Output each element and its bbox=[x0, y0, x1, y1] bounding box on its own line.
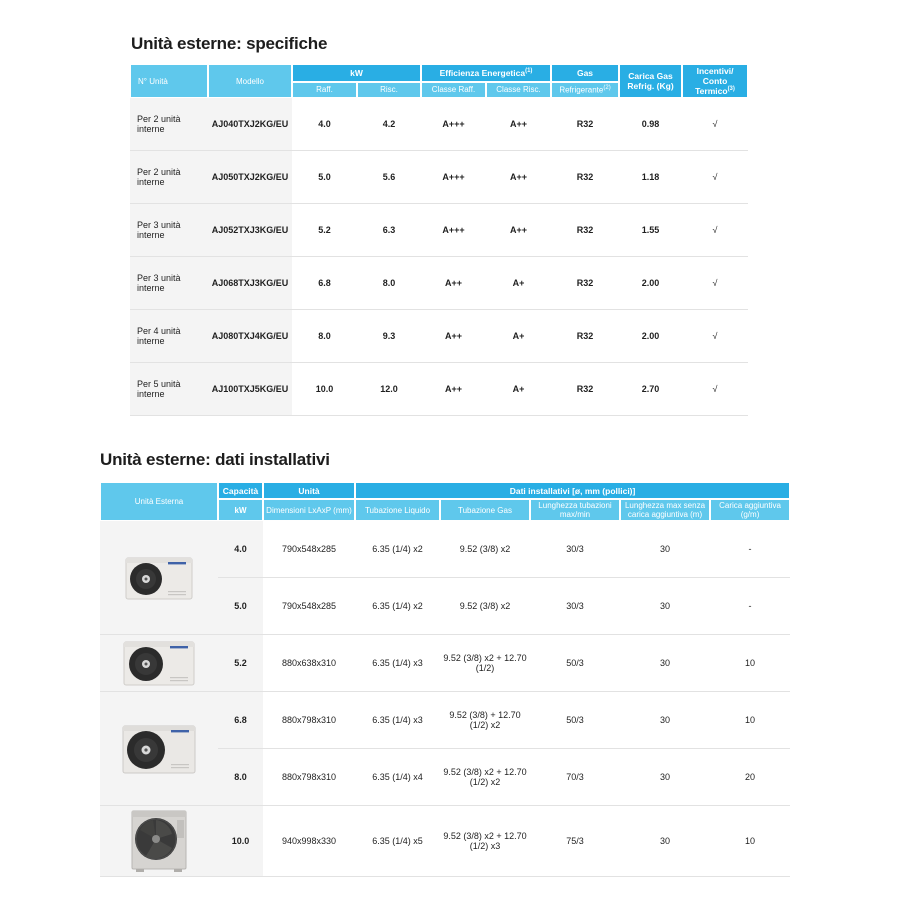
outdoor-unit-medium-icon bbox=[122, 637, 196, 689]
section-title-dati-installativi: Unità esterne: dati installativi bbox=[100, 450, 330, 469]
cell-classe-raff: A++ bbox=[421, 363, 486, 416]
subcol-lunghezza-max: Lunghezza max senza carica aggiuntiva (m) bbox=[620, 499, 710, 521]
outdoor-unit-photo-small bbox=[100, 521, 218, 635]
cell-raff: 5.2 bbox=[292, 204, 357, 257]
cell-classe-risc: A++ bbox=[486, 98, 551, 151]
refrigerante-footnote: (2) bbox=[603, 84, 611, 91]
cell-classe-risc: A+ bbox=[486, 363, 551, 416]
cell-capacita: 10.0 bbox=[218, 806, 263, 877]
cell-tubazione-gas: 9.52 (3/8) x2 + 12.70 (1/2) x3 bbox=[440, 806, 530, 877]
outdoor-unit-wide-icon bbox=[121, 721, 197, 777]
cell-classe-raff: A++ bbox=[421, 257, 486, 310]
cell-tubazione-liquido: 6.35 (1/4) x2 bbox=[355, 521, 440, 578]
cell-incentivi-checkmark: √ bbox=[682, 151, 748, 204]
cell-capacita: 8.0 bbox=[218, 749, 263, 806]
cell-n-unita: Per 3 unità interne bbox=[130, 257, 208, 310]
table-row bbox=[130, 204, 748, 257]
cell-capacita: 6.8 bbox=[218, 692, 263, 749]
cell-classe-risc: A++ bbox=[486, 151, 551, 204]
cell-modello: AJ052TXJ3KG/EU bbox=[208, 204, 292, 257]
cell-carica: 2.70 bbox=[619, 363, 682, 416]
cell-tubazione-liquido: 6.35 (1/4) x3 bbox=[355, 692, 440, 749]
specs-table bbox=[130, 64, 748, 416]
table-row bbox=[100, 692, 790, 749]
col-header-capacita: Capacità bbox=[218, 482, 263, 499]
cell-classe-risc: A+ bbox=[486, 310, 551, 363]
kw-label: kW bbox=[234, 505, 247, 515]
installation-table bbox=[100, 482, 790, 877]
efficienza-footnote: (1) bbox=[525, 67, 533, 74]
cell-tubazione-gas: 9.52 (3/8) x2 bbox=[440, 578, 530, 635]
cell-modello: AJ080TXJ4KG/EU bbox=[208, 310, 292, 363]
cell-carica: 0.98 bbox=[619, 98, 682, 151]
cell-carica: 1.18 bbox=[619, 151, 682, 204]
cell-incentivi-checkmark: √ bbox=[682, 204, 748, 257]
cell-carica-aggiuntiva: 10 bbox=[710, 635, 790, 692]
cell-tubazione-gas: 9.52 (3/8) + 12.70 (1/2) x2 bbox=[440, 692, 530, 749]
cell-risc: 8.0 bbox=[357, 257, 421, 310]
cell-lunghezza: 50/3 bbox=[530, 635, 620, 692]
cell-incentivi-checkmark: √ bbox=[682, 363, 748, 416]
section-title-specifiche: Unità esterne: specifiche bbox=[131, 34, 328, 53]
table-row bbox=[130, 98, 748, 151]
cell-lunghezza-max: 30 bbox=[620, 692, 710, 749]
cell-lunghezza: 70/3 bbox=[530, 749, 620, 806]
cell-gas: R32 bbox=[551, 98, 619, 151]
cell-raff: 6.8 bbox=[292, 257, 357, 310]
subcol-classe-risc: Classe Risc. bbox=[486, 82, 551, 99]
cell-tubazione-gas: 9.52 (3/8) x2 + 12.70 (1/2) bbox=[440, 635, 530, 692]
subcol-raff: Raff. bbox=[292, 82, 357, 99]
cell-capacita: 4.0 bbox=[218, 521, 263, 578]
cell-lunghezza-max: 30 bbox=[620, 806, 710, 877]
carica-line2: Refrig. (Kg) bbox=[627, 81, 674, 91]
incentivi-footnote: (3) bbox=[727, 86, 735, 93]
col-header-incentivi bbox=[682, 64, 748, 98]
cell-risc: 5.6 bbox=[357, 151, 421, 204]
cell-lunghezza: 30/3 bbox=[530, 578, 620, 635]
col-header-n-unita: N° Unità bbox=[130, 64, 208, 98]
cell-n-unita: Per 2 unità interne bbox=[130, 151, 208, 204]
cell-classe-raff: A++ bbox=[421, 310, 486, 363]
subcol-risc: Risc. bbox=[357, 82, 421, 99]
col-group-kw: kW bbox=[292, 64, 421, 82]
cell-gas: R32 bbox=[551, 151, 619, 204]
outdoor-unit-large-icon bbox=[129, 808, 189, 874]
cell-raff: 8.0 bbox=[292, 310, 357, 363]
cell-raff: 4.0 bbox=[292, 98, 357, 151]
cell-dimensioni: 880x798x310 bbox=[263, 692, 355, 749]
cell-classe-raff: A+++ bbox=[421, 151, 486, 204]
cell-lunghezza: 50/3 bbox=[530, 692, 620, 749]
cell-incentivi-checkmark: √ bbox=[682, 98, 748, 151]
cell-raff: 10.0 bbox=[292, 363, 357, 416]
cell-gas: R32 bbox=[551, 204, 619, 257]
cell-tubazione-liquido: 6.35 (1/4) x2 bbox=[355, 578, 440, 635]
cell-modello: AJ100TXJ5KG/EU bbox=[208, 363, 292, 416]
cell-carica-aggiuntiva: 10 bbox=[710, 692, 790, 749]
cell-capacita: 5.0 bbox=[218, 578, 263, 635]
cell-dimensioni: 880x638x310 bbox=[263, 635, 355, 692]
cell-carica: 1.55 bbox=[619, 204, 682, 257]
table-row bbox=[100, 635, 790, 692]
subcol-dimensioni: Dimensioni LxAxP (mm) bbox=[263, 499, 355, 521]
outdoor-unit-photo-medium bbox=[100, 635, 218, 692]
cell-lunghezza: 75/3 bbox=[530, 806, 620, 877]
table-row bbox=[130, 257, 748, 310]
col-header-carica-gas bbox=[619, 64, 682, 98]
cell-modello: AJ040TXJ2KG/EU bbox=[208, 98, 292, 151]
cell-n-unita: Per 2 unità interne bbox=[130, 98, 208, 151]
col-header-unita-esterna: Unità Esterna bbox=[100, 482, 218, 521]
subcol-lunghezza-tubazioni: Lunghezza tubazioni max/min bbox=[530, 499, 620, 521]
table-row bbox=[130, 363, 748, 416]
cell-carica-aggiuntiva: 10 bbox=[710, 806, 790, 877]
incentivi-line1: Incentivi/ bbox=[696, 66, 734, 76]
table-row bbox=[130, 151, 748, 204]
efficienza-label: Efficienza Energetica bbox=[439, 67, 526, 78]
cell-lunghezza-max: 30 bbox=[620, 635, 710, 692]
outdoor-unit-photo-wide bbox=[100, 692, 218, 806]
table-row bbox=[100, 806, 790, 877]
cell-risc: 6.3 bbox=[357, 204, 421, 257]
subcol-classe-raff: Classe Raff. bbox=[421, 82, 486, 99]
cell-incentivi-checkmark: √ bbox=[682, 310, 748, 363]
cell-n-unita: Per 4 unità interne bbox=[130, 310, 208, 363]
cell-carica-aggiuntiva: 20 bbox=[710, 749, 790, 806]
cell-dimensioni: 790x548x285 bbox=[263, 578, 355, 635]
cell-raff: 5.0 bbox=[292, 151, 357, 204]
subcol-kw bbox=[218, 499, 263, 521]
cell-gas: R32 bbox=[551, 257, 619, 310]
cell-lunghezza-max: 30 bbox=[620, 578, 710, 635]
cell-lunghezza: 30/3 bbox=[530, 521, 620, 578]
cell-classe-raff: A+++ bbox=[421, 204, 486, 257]
carica-line1: Carica Gas bbox=[628, 71, 673, 81]
cell-tubazione-liquido: 6.35 (1/4) x3 bbox=[355, 635, 440, 692]
cell-risc: 4.2 bbox=[357, 98, 421, 151]
cell-n-unita: Per 3 unità interne bbox=[130, 204, 208, 257]
cell-gas: R32 bbox=[551, 363, 619, 416]
cell-classe-risc: A+ bbox=[486, 257, 551, 310]
incentivi-line2: Conto Termico bbox=[695, 76, 728, 96]
table-row bbox=[100, 521, 790, 578]
cell-modello: AJ050TXJ2KG/EU bbox=[208, 151, 292, 204]
col-group-efficienza bbox=[421, 64, 551, 82]
cell-incentivi-checkmark: √ bbox=[682, 257, 748, 310]
cell-carica-aggiuntiva: - bbox=[710, 521, 790, 578]
subcol-tubazione-liquido: Tubazione Liquido bbox=[355, 499, 440, 521]
cell-carica-aggiuntiva: - bbox=[710, 578, 790, 635]
cell-risc: 9.3 bbox=[357, 310, 421, 363]
col-header-modello: Modello bbox=[208, 64, 292, 98]
subcol-carica-aggiuntiva: Carica aggiuntiva (g/m) bbox=[710, 499, 790, 521]
cell-classe-raff: A+++ bbox=[421, 98, 486, 151]
cell-lunghezza-max: 30 bbox=[620, 749, 710, 806]
cell-lunghezza-max: 30 bbox=[620, 521, 710, 578]
subcol-tubazione-gas: Tubazione Gas bbox=[440, 499, 530, 521]
col-header-gas: Gas bbox=[551, 64, 619, 82]
cell-dimensioni: 940x998x330 bbox=[263, 806, 355, 877]
outdoor-unit-photo-large bbox=[100, 806, 218, 877]
cell-capacita: 5.2 bbox=[218, 635, 263, 692]
cell-tubazione-gas: 9.52 (3/8) x2 + 12.70 (1/2) x2 bbox=[440, 749, 530, 806]
subcol-refrigerante bbox=[551, 82, 619, 99]
cell-modello: AJ068TXJ3KG/EU bbox=[208, 257, 292, 310]
cell-tubazione-gas: 9.52 (3/8) x2 bbox=[440, 521, 530, 578]
cell-tubazione-liquido: 6.35 (1/4) x5 bbox=[355, 806, 440, 877]
cell-carica: 2.00 bbox=[619, 310, 682, 363]
cell-risc: 12.0 bbox=[357, 363, 421, 416]
outdoor-unit-small-icon bbox=[124, 553, 194, 603]
cell-classe-risc: A++ bbox=[486, 204, 551, 257]
cell-dimensioni: 880x798x310 bbox=[263, 749, 355, 806]
refrigerante-label: Refrigerante bbox=[559, 85, 604, 95]
cell-carica: 2.00 bbox=[619, 257, 682, 310]
cell-tubazione-liquido: 6.35 (1/4) x4 bbox=[355, 749, 440, 806]
col-header-unita: Unità bbox=[263, 482, 355, 499]
cell-n-unita: Per 5 unità interne bbox=[130, 363, 208, 416]
table-row bbox=[130, 310, 748, 363]
cell-dimensioni: 790x548x285 bbox=[263, 521, 355, 578]
col-group-dati-installativi: Dati installativi [ø, mm (pollici)] bbox=[355, 482, 790, 499]
cell-gas: R32 bbox=[551, 310, 619, 363]
